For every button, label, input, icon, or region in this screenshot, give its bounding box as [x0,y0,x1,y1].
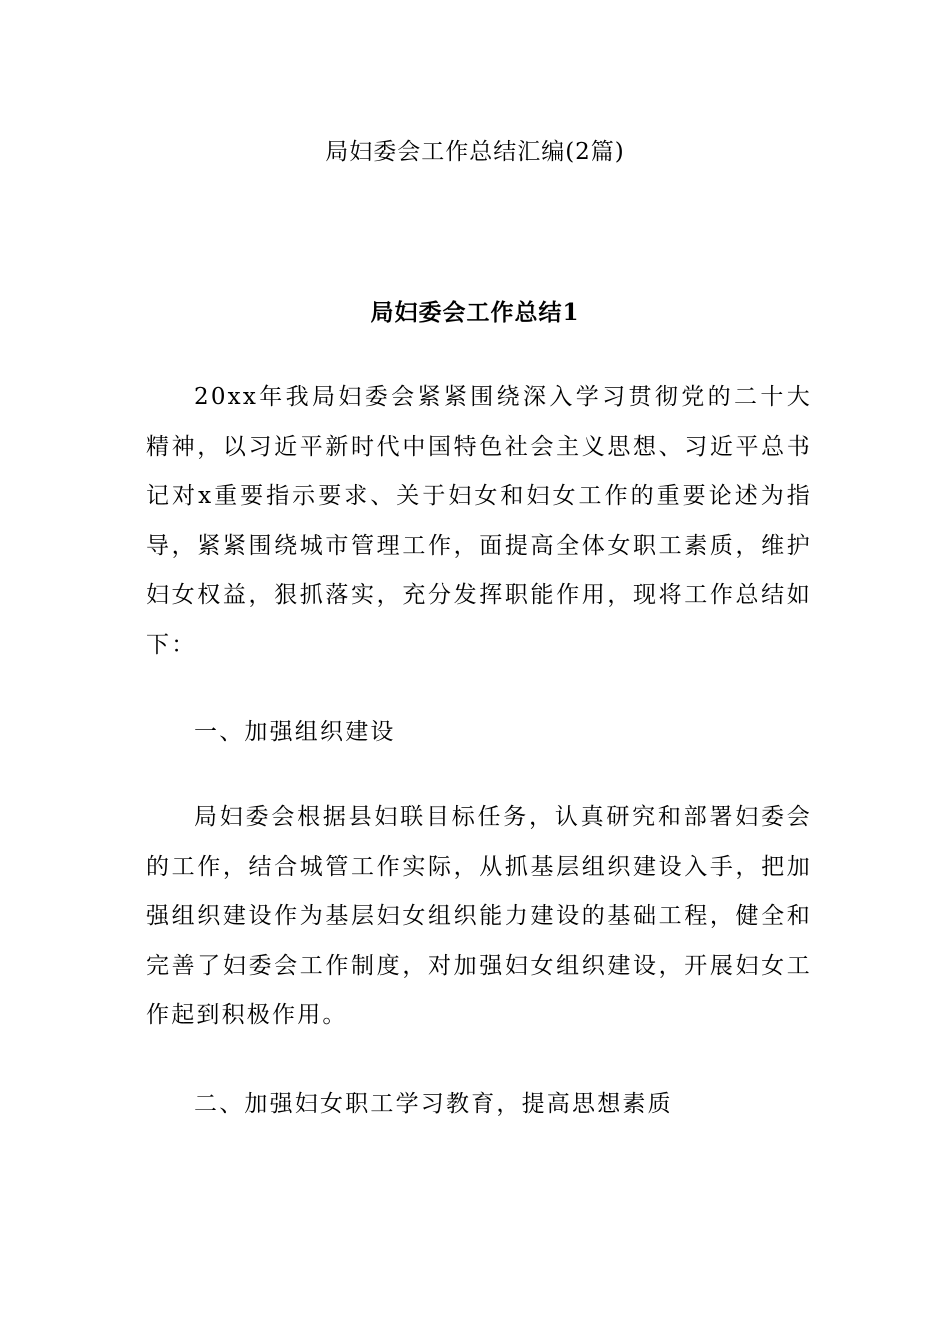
subheading-education: 二、加强妇女职工学习教育，提高思想素质 [194,1091,673,1117]
document-title: 局妇委会工作总结汇编(2篇) [325,139,625,165]
subheading-organization: 一、加强组织建设 [194,719,396,745]
body-paragraph-intro: 20xx年我局妇委会紧紧围绕深入学习贯彻党的二十大精神，以习近平新时代中国特色社会主义思想、习近平总书记对x重要指示要求、关于妇女和妇女工作的重要论述为指导，紧紧围绕城市管理工作，面提高全体女职工素质，维护妇女权益，狠抓落实，充分发挥职能作用，现将工作总结如下： [146,384,812,658]
section-title: 局妇委会工作总结1 [370,299,580,326]
body-paragraph-organization: 局妇委会根据县妇联目标任务，认真研究和部署妇委会的工作，结合城管工作实际，从抓基层组织建设入手，把加强组织建设作为基层妇女组织能力建设的基础工程，健全和完善了妇委会工作制度，对加强妇女组织建设，开展妇女工作起到积极作用。 [146,804,812,1028]
